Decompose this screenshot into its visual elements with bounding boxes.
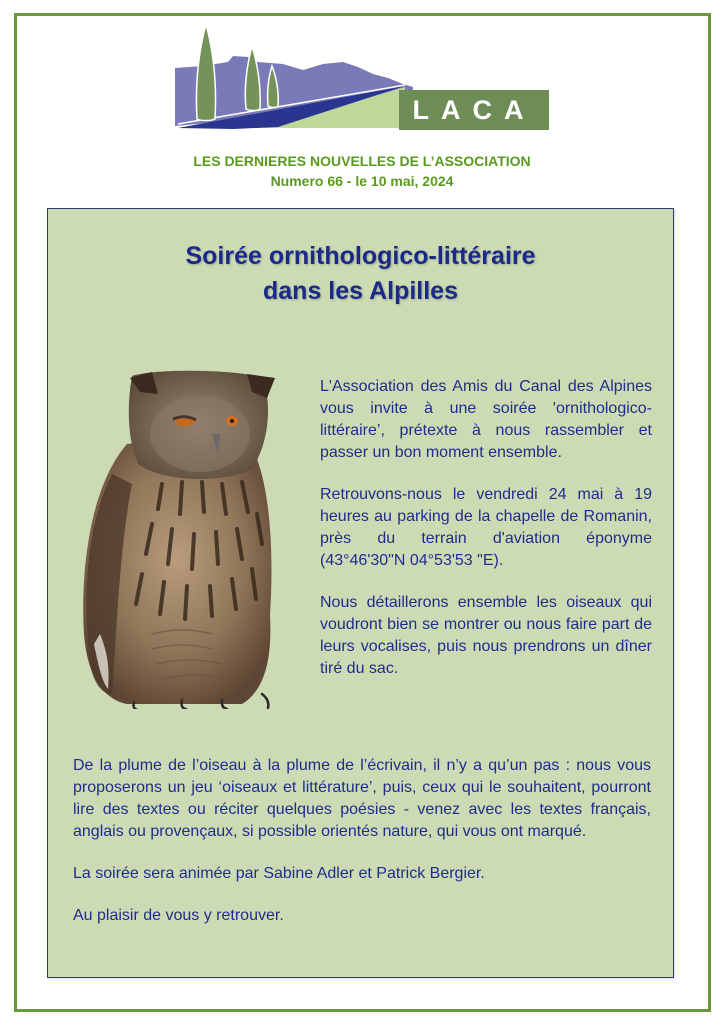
owl-illustration	[72, 364, 282, 709]
event-title	[48, 239, 673, 309]
program-paragraph: Nous détaillerons ensemble les oiseaux qui voudront bien se montrer ou nous faire part de leurs vocalises, puis nous prendrons un dîner tiré du sac.	[320, 594, 652, 677]
invitation-paragraph: L'Association des Amis du Canal des Alpines vous invite à une soirée 'ornithologico-littéraire’, prétexte à nous rassembler et passer un bon moment ensemble.	[320, 378, 652, 461]
event-description-full	[73, 755, 651, 927]
logo-tree-2	[245, 46, 260, 111]
logo-text: LACA	[412, 94, 536, 125]
owl-image	[72, 364, 282, 709]
laca-logo	[173, 24, 551, 134]
closing-paragraph: Au plaisir de vous y retrouver.	[73, 907, 284, 924]
literature-paragraph: De la plume de l’oiseau à la plume de l’écrivain, il n’y a qu’un pas : nous vous proposerons un jeu ‘oiseaux et littérature’, puis, ceux qui le souhaitent, pourront lire des textes ou réciter quelques poésies - venez avec les textes français, anglais ou provençaux, si possible orientés nature, qui vous ont marqué.	[73, 757, 651, 840]
meeting-point-paragraph: Retrouvons-nous le vendredi 24 mai à 19 heures au parking de la chapelle de Romanin, près du terrain d'aviation éponyme (43°46'30"N 04°53'53 "E).	[320, 486, 652, 569]
logo-tree-1	[196, 24, 215, 121]
event-description-side	[320, 376, 652, 700]
hosts-paragraph: La soirée sera animée par Sabine Adler et Patrick Bergier.	[73, 865, 485, 882]
event-panel	[47, 208, 674, 978]
newsletter-issue: Numero 66 - le 10 mai, 2024	[270, 173, 454, 189]
event-title-line-2: dans les Alpilles	[263, 277, 458, 305]
event-title-line-1: Soirée ornithologico-littéraire	[185, 242, 536, 270]
newsletter-title: LES DERNIERES NOUVELLES DE L’ASSOCIATION	[193, 153, 531, 169]
